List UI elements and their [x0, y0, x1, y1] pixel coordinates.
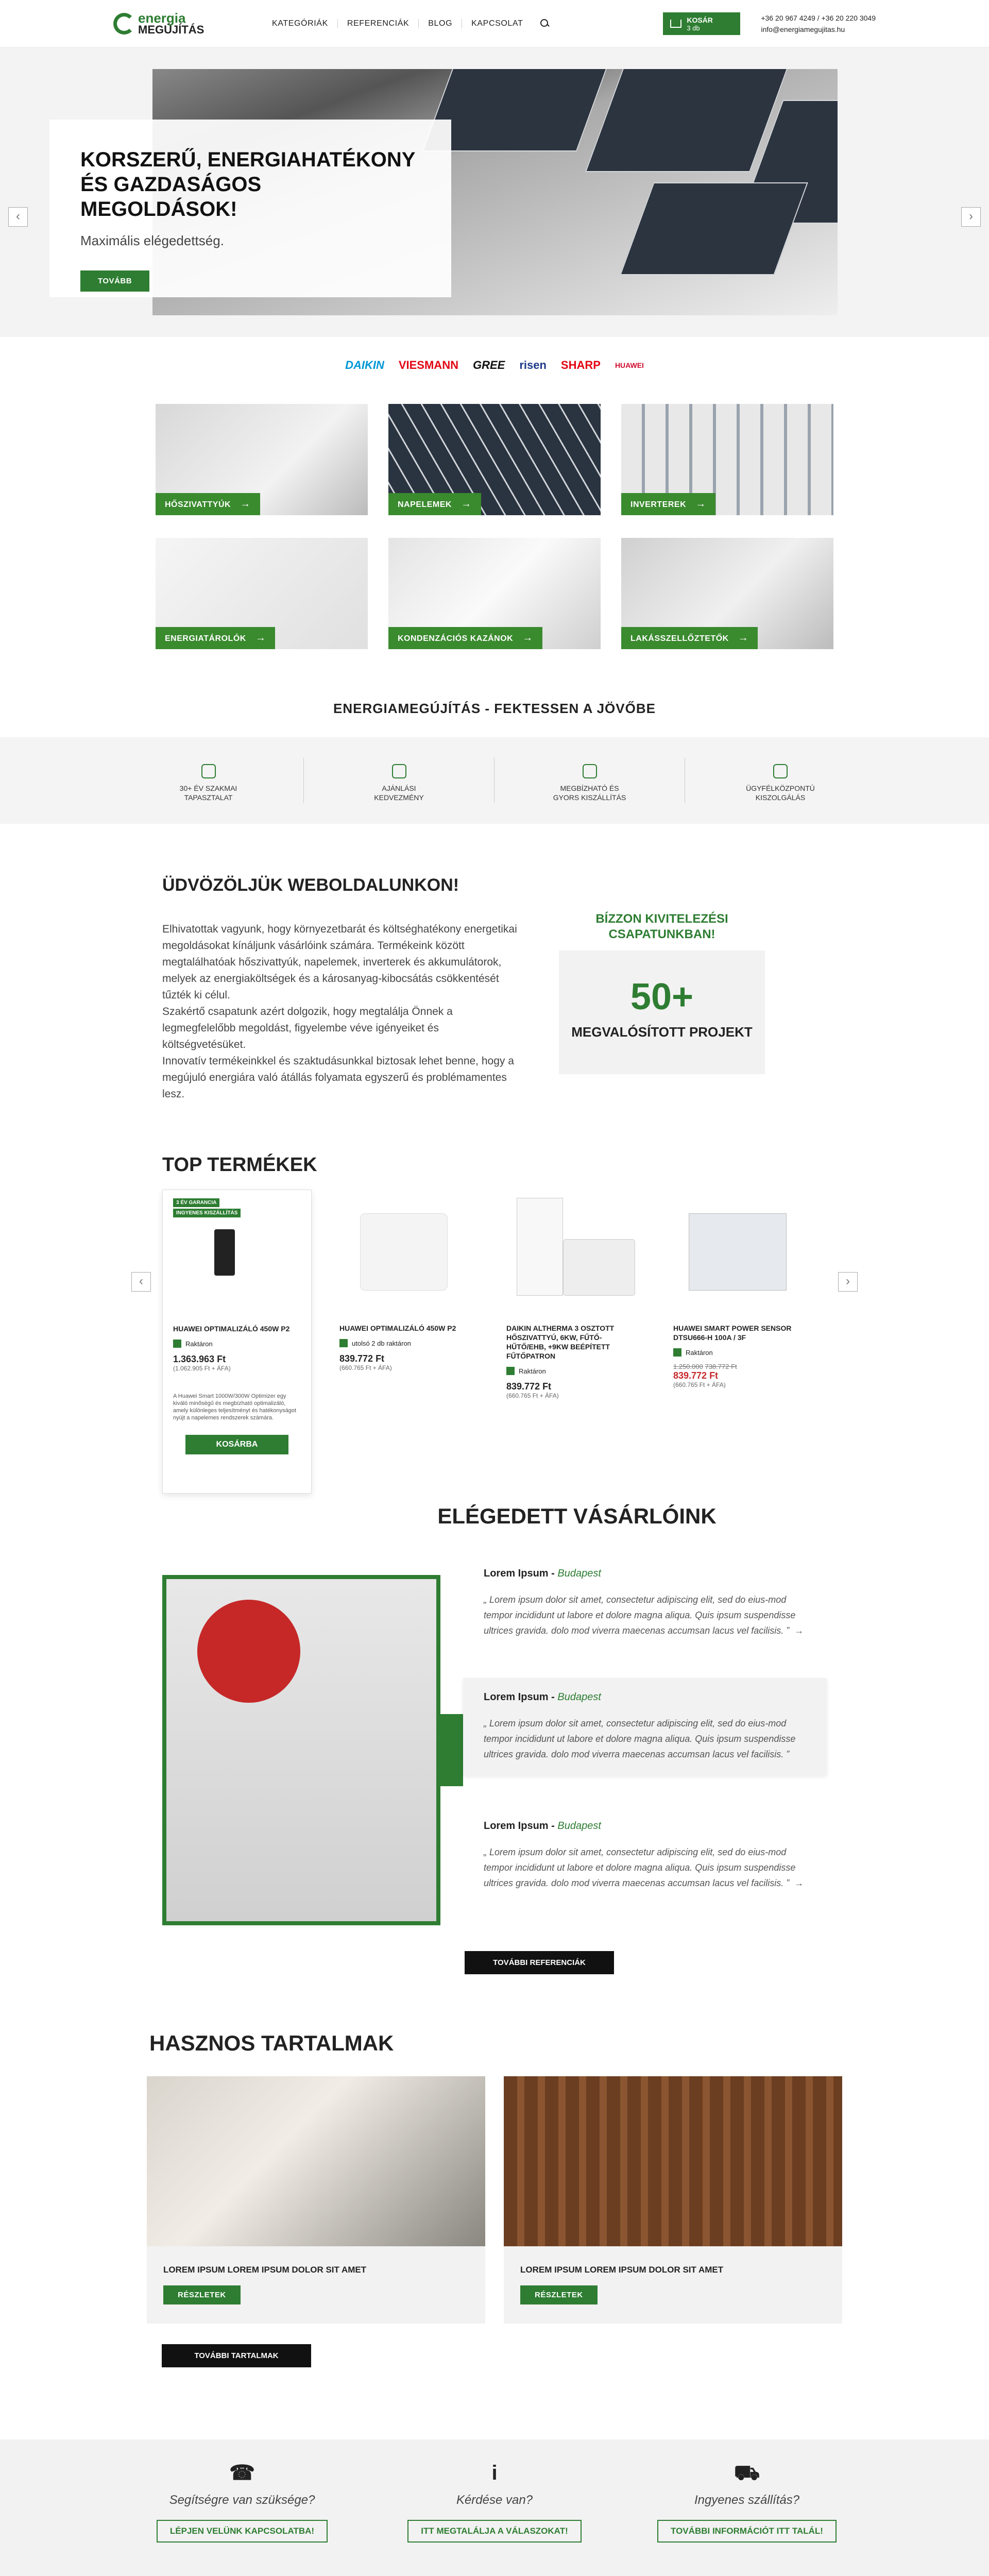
stock-status: Raktáron: [519, 1367, 546, 1375]
review-text: „ Lorem ipsum dolor sit amet, consectetur adipiscing elit, sed do eius-mod tempor incididunt ut labore et dolore magna aliqua. Quis ipsum suspendisse ultrices gravida. dolo mod viverra maecenas accumsan lacus vel facilisis. ”: [484, 1847, 796, 1888]
product-carousel: [139, 1190, 850, 1494]
post-card[interactable]: [504, 2076, 842, 2324]
category-label: INVERTEREK →: [621, 493, 715, 515]
handshake-icon: [392, 764, 406, 778]
brand-sharp[interactable]: SHARP: [560, 359, 601, 371]
welcome-title: ÜDVÖZÖLJÜK WEBOLDALUNKON!: [162, 875, 459, 895]
product-net-price: (660.765 Ft + ÁFA): [673, 1381, 726, 1388]
feature-referral: AJÁNLÁSI KEDVEZMÉNY: [304, 758, 494, 803]
category-ventilation[interactable]: [621, 538, 833, 649]
reviewer-name: Lorem Ipsum: [484, 1691, 549, 1703]
reviewer-city: Budapest: [557, 1820, 601, 1832]
trust-heading: BÍZZON KIVITELEZÉSI CSAPATUNKBAN!: [595, 912, 728, 941]
review-item: Lorem Ipsum - Budapest „ Lorem ipsum dolor sit amet, consectetur adipiscing elit, sed do eius-mod tempor incididunt ut labore et dolore magna aliqua. Quis ipsum suspendisse ultrices gravida. dolo mod viverra maecenas accumsan lacus vel facilisis. ” →: [484, 1568, 804, 1636]
logo-icon: [113, 13, 135, 35]
review-text: „ Lorem ipsum dolor sit amet, consectetur adipiscing elit, sed do eius-mod tempor incididunt ut labore et dolore magna aliqua. Quis ipsum suspendisse ultrices gravida. dolo mod viverra maecenas accumsan lacus vel facilisis. ”: [484, 1595, 796, 1636]
brand-daikin[interactable]: DAIKIN: [345, 359, 384, 371]
shipping-info-button[interactable]: TOVÁBBI INFORMÁCIÓT ITT TALÁL!: [657, 2520, 837, 2543]
reviews-title: ELÉGEDETT VÁSÁRLÓINK: [437, 1504, 717, 1528]
check-icon: [673, 1348, 681, 1357]
product-card[interactable]: [663, 1190, 812, 1494]
posts-grid: [147, 2076, 842, 2324]
stock-status: Raktáron: [185, 1340, 213, 1348]
info-icon: i: [491, 2462, 498, 2484]
faq-button[interactable]: ITT MEGTALÁLJA A VÁLASZOKAT!: [407, 2520, 582, 2543]
cart-count: 3 db: [687, 24, 700, 32]
project-stat: [559, 951, 765, 1074]
top-products-title: TOP TERMÉKEK: [162, 1154, 317, 1176]
welcome-section: [162, 824, 827, 1144]
product-description: A Huawei Smart 1000W/300W Optimizer egy kiváló minőségű és megbízható optimalizáló, amely különleges teljesítményt és hatékonyságot nyújt a napelemes rendszerek számára.: [173, 1393, 297, 1421]
product-name[interactable]: HUAWEI SMART POWER SENSOR DTSU666-H 100A / 3F: [673, 1324, 792, 1342]
brand-logos: [0, 337, 989, 394]
header-contact: [761, 12, 876, 35]
post-title[interactable]: LOREM IPSUM LOREM IPSUM DOLOR SIT AMET: [520, 2265, 724, 2275]
category-inverters[interactable]: [621, 404, 833, 515]
brand-huawei[interactable]: HUAWEI: [615, 361, 644, 369]
product-card[interactable]: [496, 1190, 645, 1494]
phone-icon: ☎: [229, 2462, 255, 2484]
hero-subtitle: Maximális elégedettség.: [80, 233, 224, 248]
products-next-arrow[interactable]: ›: [838, 1272, 858, 1292]
arrow-right-icon[interactable]: →: [794, 1625, 804, 1636]
hero-next-arrow[interactable]: ›: [961, 207, 981, 227]
category-label: HŐSZIVATTYÚK →: [156, 493, 260, 515]
hero-card: [49, 120, 451, 297]
product-image: [173, 1198, 301, 1317]
brand-gree[interactable]: GREE: [472, 359, 505, 371]
post-image: [147, 2076, 485, 2246]
category-solar-panels[interactable]: [388, 404, 601, 515]
welcome-text-3: Innovatív termékeinkkel és szaktudásunkkal biztosak lehet benne, hogy a megújuló energiára való átállás folyamata egyszerű és problémamentes lesz.: [162, 1055, 514, 1100]
category-label: NAPELEMEK →: [388, 493, 481, 515]
nav-contact[interactable]: KAPCSOLAT: [471, 19, 523, 28]
old-price: 1.250.000: [673, 1363, 703, 1370]
more-references-button[interactable]: TOVÁBBI REFERENCIÁK: [465, 1951, 614, 1974]
help-question: Segítségre van szüksége?: [169, 2493, 315, 2507]
cart-label: KOSÁR: [687, 15, 713, 24]
product-price: 839.772 Ft: [673, 1370, 719, 1381]
post-title[interactable]: LOREM IPSUM LOREM IPSUM DOLOR SIT AMET: [163, 2265, 367, 2275]
check-icon: [506, 1367, 515, 1375]
help-faq: [402, 2460, 587, 2576]
reviewer-city: Budapest: [557, 1691, 601, 1703]
warranty-badge: 3 ÉV GARANCIA: [173, 1198, 219, 1207]
reviewer-name: Lorem Ipsum: [484, 1568, 549, 1579]
category-label: LAKÁSSZELLŐZTETŐK →: [621, 627, 758, 649]
product-name[interactable]: DAIKIN ALTHERMA 3 OSZTOTT HŐSZIVATTYÚ, 6KW, FŰTŐ-HŰTŐ/EHB, +9KW BEÉPÍTETT FŰTŐPATRON: [506, 1324, 615, 1360]
help-contact: [149, 2460, 335, 2576]
product-net-price: (1.062.905 Ft + ÁFA): [173, 1365, 231, 1372]
feature-delivery: MEGBÍZHATÓ ÉS GYORS KISZÁLLÍTÁS: [494, 758, 685, 803]
box-icon: [583, 764, 597, 778]
help-question: Kérdése van?: [456, 2493, 533, 2507]
reviews-photo: [162, 1575, 440, 1925]
slogan: ENERGIAMEGÚJÍTÁS - FEKTESSEN A JÖVŐBE: [333, 701, 656, 716]
product-price: 839.772 Ft: [506, 1381, 552, 1392]
nav-references[interactable]: REFERENCIÁK: [338, 19, 419, 28]
brand-viessmann[interactable]: VIESMANN: [398, 359, 458, 371]
contact-us-button[interactable]: LÉPJEN VELÜNK KAPCSOLATBA!: [157, 2520, 328, 2543]
site-logo[interactable]: [113, 12, 232, 36]
medal-icon: [201, 764, 216, 778]
stat-label: MEGVALÓSÍTOTT PROJEKT: [571, 1024, 753, 1040]
useful-content-title: HASZNOS TARTALMAK: [149, 2031, 394, 2055]
features-bar: [0, 737, 989, 824]
hero-slider: [0, 47, 989, 337]
site-header: [0, 0, 989, 47]
welcome-text-1: Elhivatottak vagyunk, hogy környezetbarát és költséghatékony energetikai megoldásokat kínáljunk vásárlóink számára. Termékeink között megtalálhatóak hőszivattyúk, napelemek, inverterek és akkumulátorok, melyek az energiaköltségek és a károsanyag-kibocsátás csökkentését tűzték ki célul.: [162, 923, 517, 1001]
review-text: „ Lorem ipsum dolor sit amet, consectetur adipiscing elit, sed do eius-mod tempor incididunt ut labore et dolore magna aliqua. Quis ipsum suspendisse ultrices gravida. dolo mod viverra maecenas accumsan lacus vel facilisis. ”: [484, 1718, 796, 1759]
category-label: ENERGIATÁROLÓK →: [156, 627, 275, 649]
category-condensing-boilers[interactable]: [388, 538, 601, 649]
logo-line1: energia: [138, 10, 186, 26]
old-sale-price: 738.772 Ft: [705, 1363, 737, 1370]
stat-number: 50+: [630, 976, 694, 1018]
category-label: KONDENZÁCIÓS KAZÁNOK →: [388, 627, 542, 649]
help-shipping: [654, 2460, 840, 2576]
cart-icon: [670, 20, 681, 28]
check-icon: [339, 1339, 348, 1347]
reviewer-name: Lorem Ipsum: [484, 1820, 549, 1832]
post-image: [504, 2076, 842, 2246]
feature-experience: 30+ ÉV SZAKMAI TAPASZTALAT: [113, 758, 304, 803]
product-image: [339, 1198, 468, 1316]
hero-title: KORSZERŰ, ENERGIAHATÉKONY ÉS GAZDASÁGOS MEGOLDÁSOK!: [80, 148, 415, 221]
stock-status: utolsó 2 db raktáron: [352, 1339, 411, 1347]
category-grid: [0, 394, 989, 670]
truck-icon: ⛟: [734, 2462, 760, 2484]
help-section: [0, 2439, 989, 2576]
review-item: Lorem Ipsum - Budapest „ Lorem ipsum dolor sit amet, consectetur adipiscing elit, sed do eius-mod tempor incididunt ut labore et dolore magna aliqua. Quis ipsum suspendisse ultrices gravida. dolo mod viverra maecenas accumsan lacus vel facilisis. ” →: [484, 1820, 804, 1888]
main-nav: [263, 18, 551, 29]
products-prev-arrow[interactable]: ‹: [131, 1272, 151, 1292]
post-details-button[interactable]: RÉSZLETEK: [163, 2285, 241, 2304]
product-price: 1.363.963 Ft: [173, 1354, 226, 1364]
category-heat-pumps[interactable]: [156, 404, 368, 515]
reviews-section: [162, 1554, 827, 1925]
product-card[interactable]: [162, 1190, 312, 1494]
add-to-cart-button[interactable]: KOSÁRBA: [185, 1435, 288, 1454]
more-content-button[interactable]: TOVÁBBI TARTALMAK: [162, 2344, 311, 2367]
brand-risen[interactable]: risen: [519, 359, 547, 371]
product-name[interactable]: HUAWEI OPTIMALIZÁLÓ 450W P2: [173, 1325, 290, 1333]
search-icon[interactable]: [539, 18, 551, 29]
reviews-tab: [440, 1714, 463, 1786]
nav-blog[interactable]: BLOG: [419, 19, 462, 28]
welcome-text-2: Szakértő csapatunk azért dolgozik, hogy megtalálja Önnek a legmegfelelőbb megoldást, figyelembe véve igényeiket és költségvetésüket.: [162, 1006, 453, 1050]
hero-button[interactable]: TOVÁBB: [80, 270, 149, 292]
arrow-right-icon[interactable]: →: [794, 1878, 804, 1888]
review-item-active: Lorem Ipsum - Budapest „ Lorem ipsum dolor sit amet, consectetur adipiscing elit, sed do eius-mod tempor incididunt ut labore et dolore magna aliqua. Quis ipsum suspendisse ultrices gravida. dolo mod viverra maecenas accumsan lacus vel facilisis. ”: [463, 1678, 827, 1775]
check-icon: [173, 1340, 181, 1348]
product-card[interactable]: [329, 1190, 479, 1494]
hero-prev-arrow[interactable]: ‹: [8, 207, 28, 227]
reviewer-city: Budapest: [557, 1568, 601, 1579]
header-email[interactable]: info@energiamegujitas.hu: [761, 25, 845, 33]
product-net-price: (660.765 Ft + ÁFA): [506, 1392, 559, 1399]
shipping-badge: INGYENES KISZÁLLÍTÁS: [173, 1209, 241, 1217]
help-question: Ingyenes szállítás?: [694, 2493, 800, 2507]
post-card[interactable]: [147, 2076, 485, 2324]
product-name[interactable]: HUAWEI OPTIMALIZÁLÓ 450W P2: [339, 1324, 456, 1332]
product-net-price: (660.765 Ft + ÁFA): [339, 1364, 392, 1371]
customer-icon: [773, 764, 788, 778]
header-phone[interactable]: +36 20 967 4249 / +36 20 220 3049: [761, 14, 876, 22]
post-details-button[interactable]: RÉSZLETEK: [520, 2285, 598, 2304]
product-image: [506, 1198, 635, 1316]
feature-service: ÜGYFÉLKÖZPONTÚ KISZOLGÁLÁS: [685, 758, 876, 803]
logo-line2: MEGÚJÍTÁS: [138, 23, 204, 36]
product-price: 839.772 Ft: [339, 1353, 385, 1364]
category-energy-storage[interactable]: [156, 538, 368, 649]
stock-status: Raktáron: [686, 1348, 713, 1357]
nav-categories[interactable]: KATEGÓRIÁK: [263, 19, 338, 28]
cart-button[interactable]: [663, 12, 740, 35]
product-image: [673, 1198, 802, 1316]
